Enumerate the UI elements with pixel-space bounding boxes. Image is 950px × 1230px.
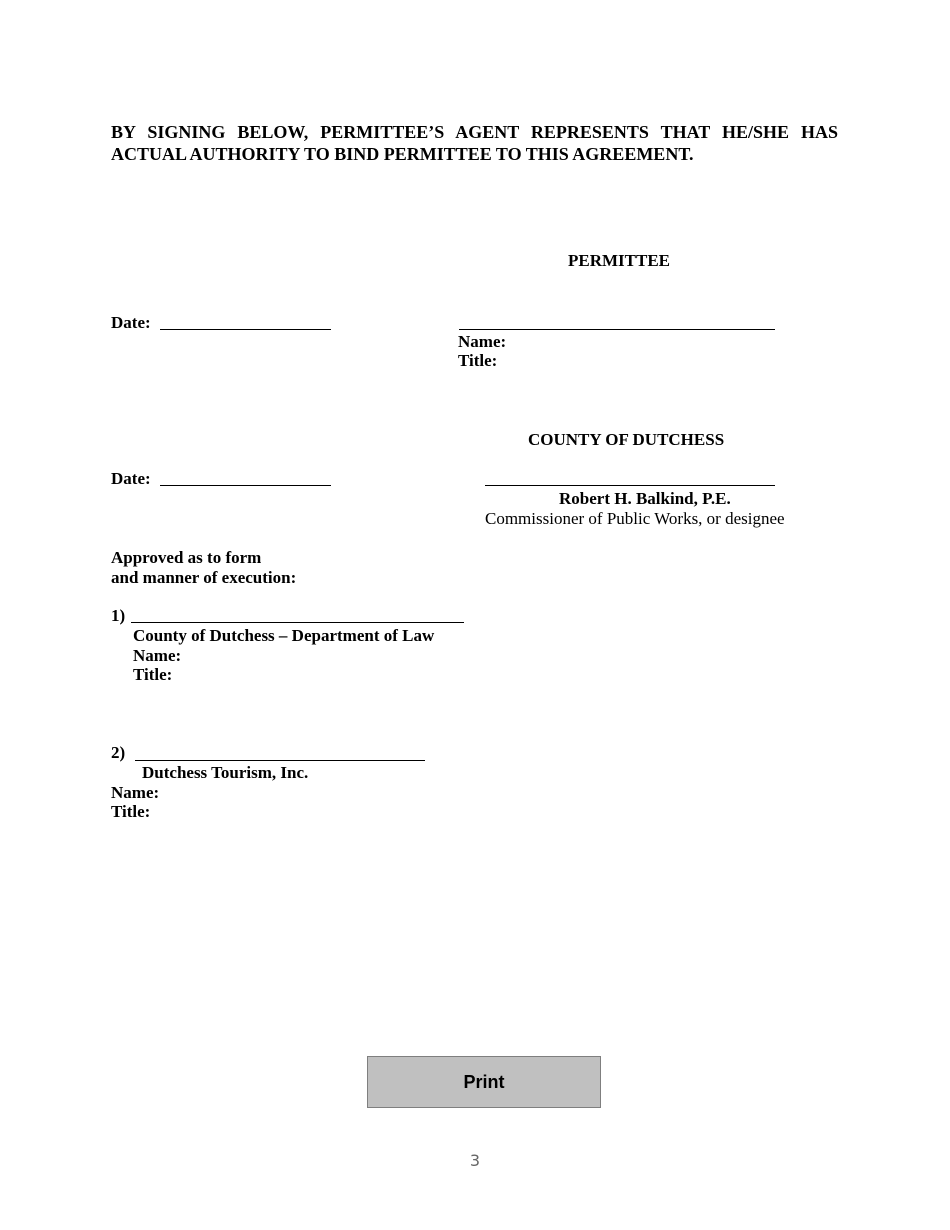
approver-1-signature-line[interactable] bbox=[131, 622, 464, 623]
authority-statement-line1: BY SIGNING BELOW, PERMITTEE’S AGENT REPRESENTS THAT HE/SHE HAS bbox=[111, 122, 838, 142]
approver-2-name-label: Name: bbox=[111, 783, 160, 802]
county-signer-title: Commissioner of Public Works, or designee bbox=[485, 509, 785, 528]
county-heading: COUNTY OF DUTCHESS bbox=[528, 430, 725, 449]
county-date-line[interactable] bbox=[160, 485, 331, 486]
county-date-label: Date: bbox=[111, 469, 151, 488]
approver-2-organization: Dutchess Tourism, Inc. bbox=[142, 763, 309, 782]
county-signer-name: Robert H. Balkind, P.E. bbox=[559, 489, 731, 508]
approver-2-title-label: Title: bbox=[111, 802, 151, 821]
approver-1-name-label: Name: bbox=[133, 646, 182, 665]
approver-2-number: 2) bbox=[111, 743, 126, 762]
authority-statement bbox=[111, 121, 838, 165]
approver-1-organization: County of Dutchess – Department of Law bbox=[133, 626, 435, 645]
approval-line1: Approved as to form bbox=[111, 548, 262, 567]
permittee-heading: PERMITTEE bbox=[568, 251, 671, 270]
permittee-date-line[interactable] bbox=[160, 329, 331, 330]
permittee-signature-line[interactable] bbox=[459, 329, 775, 330]
page-number: 3 bbox=[469, 1151, 481, 1170]
approver-1-title-label: Title: bbox=[133, 665, 173, 684]
permittee-date-label: Date: bbox=[111, 313, 151, 332]
approver-1-number: 1) bbox=[111, 606, 126, 625]
approval-line2: and manner of execution: bbox=[111, 568, 297, 587]
permittee-title-label: Title: bbox=[458, 351, 498, 370]
approver-2-signature-line[interactable] bbox=[135, 760, 425, 761]
print-button[interactable]: Print bbox=[367, 1056, 601, 1108]
authority-statement-line2: ACTUAL AUTHORITY TO BIND PERMITTEE TO THIS AGREEMENT. bbox=[111, 144, 694, 164]
county-signature-line[interactable] bbox=[485, 485, 775, 486]
permittee-name-label: Name: bbox=[458, 332, 507, 351]
